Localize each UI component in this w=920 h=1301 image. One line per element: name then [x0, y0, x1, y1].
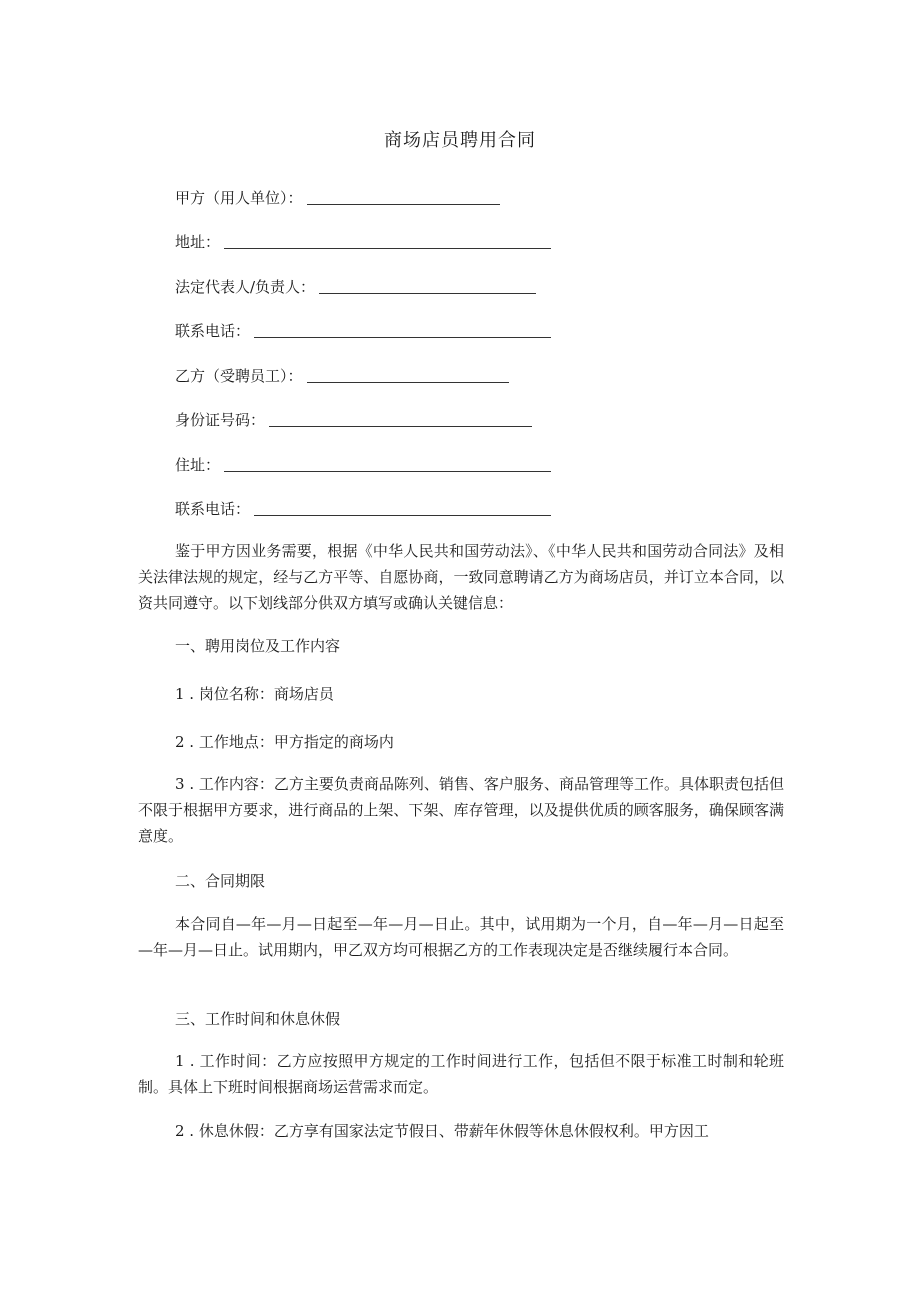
party-b-blank[interactable]	[307, 366, 509, 383]
party-a-label: 甲方（用人单位）：	[175, 189, 303, 207]
party-a-phone-blank[interactable]	[254, 321, 551, 338]
section-1-item-3: 3 . 工作内容：乙方主要负责商品陈列、销售、客户服务、商品管理等工作。具体职责包括但不限于根据甲方要求，进行商品的上架、下架、库存管理，以及提供优质的顾客服务，确保顾客满意度。	[138, 775, 784, 845]
section-3-item-1: 1 . 工作时间：乙方应按照甲方规定的工作时间进行工作，包括但不限于标准工时制和轮班制。具体上下班时间根据商场运营需求而定。	[138, 1052, 784, 1096]
party-a-field	[175, 188, 500, 208]
intro-paragraph: 鉴于甲方因业务需要，根据《中华人民共和国劳动法》、《中华人民共和国劳动合同法》及相关法律法规的规定，经与乙方平等、自愿协商，一致同意聘请乙方为商场店员，并订立本合同，以资共同遵守。以下划线部分供双方填写或确认关键信息：	[138, 542, 784, 612]
legal-rep-field	[175, 277, 536, 297]
party-b-field	[175, 366, 509, 386]
legal-rep-label: 法定代表人/负责人：	[175, 278, 316, 296]
party-a-phone-field	[175, 321, 551, 341]
party-a-blank[interactable]	[307, 188, 500, 205]
document-title: 商场店员聘用合同	[384, 130, 536, 151]
address-field	[175, 232, 551, 252]
address-label: 地址：	[175, 233, 221, 251]
section-3-heading: 三、工作时间和休息休假	[175, 1010, 341, 1028]
party-b-phone-blank[interactable]	[254, 499, 551, 516]
id-number-field	[175, 410, 532, 430]
party-b-phone-label: 联系电话：	[175, 500, 251, 518]
residence-blank[interactable]	[224, 455, 551, 472]
residence-field	[175, 455, 551, 475]
party-b-label: 乙方（受聘员工）：	[175, 367, 303, 385]
section-1-heading: 一、聘用岗位及工作内容	[175, 637, 341, 655]
section-2-body: 本合同自—年—月—日起至—年—月—日止。其中，试用期为一个月，自—年—月—日起至—年—月—日止。试用期内，甲乙双方均可根据乙方的工作表现决定是否继续履行本合同。	[138, 915, 784, 959]
party-a-phone-label: 联系电话：	[175, 322, 251, 340]
section-3-item-2: 2 . 休息休假：乙方享有国家法定节假日、带薪年休假等休息休假权利。甲方因工	[175, 1122, 709, 1140]
section-1-item-2: 2 . 工作地点：甲方指定的商场内	[175, 733, 394, 751]
id-number-blank[interactable]	[269, 410, 532, 427]
party-b-phone-field	[175, 499, 551, 519]
section-1-item-1: 1 . 岗位名称：商场店员	[175, 685, 334, 703]
id-number-label: 身份证号码：	[175, 411, 266, 429]
address-blank[interactable]	[224, 232, 551, 249]
residence-label: 住址：	[175, 456, 221, 474]
legal-rep-blank[interactable]	[319, 277, 536, 294]
section-2-heading: 二、合同期限	[175, 872, 266, 890]
